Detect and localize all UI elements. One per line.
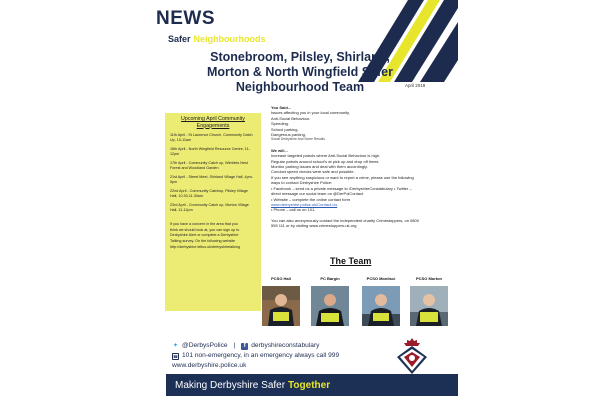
crimestoppers-line: 555 111 or by visiting www.crimestoppers-uk.org <box>271 223 357 229</box>
engagement-item: 23rd April - Community Catch up, Morton Village Hall, 11-12pm <box>170 203 249 213</box>
we-will-heading: We will... <box>271 147 288 153</box>
did-line: Monitor parking issues and deal with them accordingly. <box>271 164 368 170</box>
officers-row <box>258 276 458 332</box>
neighbourhoods-word: Neighbourhoods <box>193 34 266 44</box>
engagements-panel <box>165 113 261 311</box>
you-said-we-did <box>271 105 433 229</box>
said-source: Social Derbyshire And Some Results <box>271 137 325 142</box>
phone-text: 101 non-emergency, in an emergency always call 999 <box>182 352 340 359</box>
twitter-icon: ✦ <box>172 342 179 349</box>
engagement-footer-line: If you have a concern in the area that you <box>170 222 238 227</box>
report-line: • Facebook – send us a private message to /DerbyshireConstabulary • Twitter – <box>271 185 412 191</box>
report-intro-line: If you see anything suspicious or want to report a crime, please use the following <box>271 174 414 180</box>
officer-card <box>262 276 300 326</box>
engagement-footer-line: Talking survey. On the following website <box>170 238 236 243</box>
said-line: Dangerous parking. <box>271 132 306 138</box>
officer-name: PC Bargin <box>320 276 340 281</box>
report-line: direct message our social team on @DerPolContact <box>271 191 364 197</box>
officer-photo <box>311 286 349 326</box>
officer-name: PCSO Montisci <box>366 276 396 281</box>
phone-row <box>172 351 339 361</box>
engagement-item: 17th April - Community Catch up, Wimbles Nest Forest and Woodland Garden <box>170 161 248 171</box>
facebook-icon: f <box>241 343 248 350</box>
report-line: • Phone – call us on 101. <box>271 207 316 213</box>
social-row <box>172 341 339 351</box>
engagement-item: 11th April - St Laurence Church, Community Catch Up, 10-11am <box>170 133 253 143</box>
slogan-bar <box>166 374 458 396</box>
engagement-item: 16th April - North Wingfield Resource Centre, 11-12pm <box>170 147 250 157</box>
contact-us-link[interactable]: www.derbyshire.police.uk/Contact-Us <box>271 201 338 207</box>
team-title-line-3: Neighbourhood Team <box>235 80 365 94</box>
said-line: School parking. <box>271 126 299 132</box>
phone-icon: ☎ <box>173 353 178 359</box>
engagement-item: 21st April - Street Meet, Shirland Village Hall, 4pm-5pm <box>170 175 253 185</box>
separator: | <box>233 342 236 349</box>
officer-name: PCSO Hall <box>271 276 291 281</box>
officer-card <box>410 276 448 326</box>
crimestoppers-line: You can also anonymously contact the independent charity Crimestoppers, on 0800 <box>271 217 419 223</box>
safer-neighbourhoods-tagline <box>168 34 266 44</box>
website-link[interactable]: www.derbyshire.police.uk <box>172 362 247 369</box>
engagement-footer-line: Derbyshire Alert or complete a Derbyshire <box>170 233 239 238</box>
did-line: Conduct speed checks were safe and possible. <box>271 169 355 175</box>
officer-card <box>311 276 349 326</box>
facebook-handle[interactable]: derbyshireconstabulary <box>251 342 320 349</box>
report-intro-line: ways to contact Derbyshire Police: <box>271 180 333 186</box>
did-line: Increase targeted patrols where Anti-Social Behaviour is high. <box>271 153 381 159</box>
officer-photo <box>362 286 400 326</box>
twitter-handle[interactable]: @DerbysPolice <box>182 342 228 349</box>
team-title <box>150 50 450 95</box>
safer-word: Safer <box>168 34 191 44</box>
news-heading: NEWS <box>156 8 215 29</box>
talking-survey-link[interactable]: http://derbyshire.tellus.uk/derbyshiretalking <box>170 244 240 249</box>
engagement-footer-line: think we should look at, you can sign up to <box>170 227 240 232</box>
said-line: Anti-Social Behaviour. <box>271 115 311 121</box>
team-title-line-2: Morton & North Wingfield Safer <box>207 65 393 79</box>
report-line: • Website – complete the online contact form <box>271 196 351 202</box>
said-line: Issues affecting you in your local community. <box>271 110 350 116</box>
slogan-accent: Together <box>288 379 331 391</box>
officer-photo <box>262 286 300 326</box>
officer-photo <box>410 286 448 326</box>
slogan-text: Making Derbyshire Safer <box>175 379 286 391</box>
did-line: Regular patrols around school's at pick up and drop off times. <box>271 158 380 164</box>
website-row <box>172 361 339 371</box>
you-said-heading: You Said... <box>271 105 292 110</box>
officer-name: PCSO Morton <box>416 276 442 281</box>
derbyshire-police-crest-icon <box>392 337 432 377</box>
issue-date: April 2018 <box>405 83 426 88</box>
engagement-item: 22nd April - Community Catchup, Pilsley Village Hall, 10.30-11.30am <box>170 189 248 199</box>
team-heading: The Team <box>330 256 372 266</box>
engagements-heading: Upcoming April Community Engagements <box>181 116 245 129</box>
engagement-footer <box>170 222 256 250</box>
officer-card <box>362 276 400 326</box>
said-line: Speeding. <box>271 121 290 127</box>
team-title-line-1: Stonebroom, Pilsley, Shirland, <box>210 50 390 64</box>
contact-details <box>172 341 339 371</box>
